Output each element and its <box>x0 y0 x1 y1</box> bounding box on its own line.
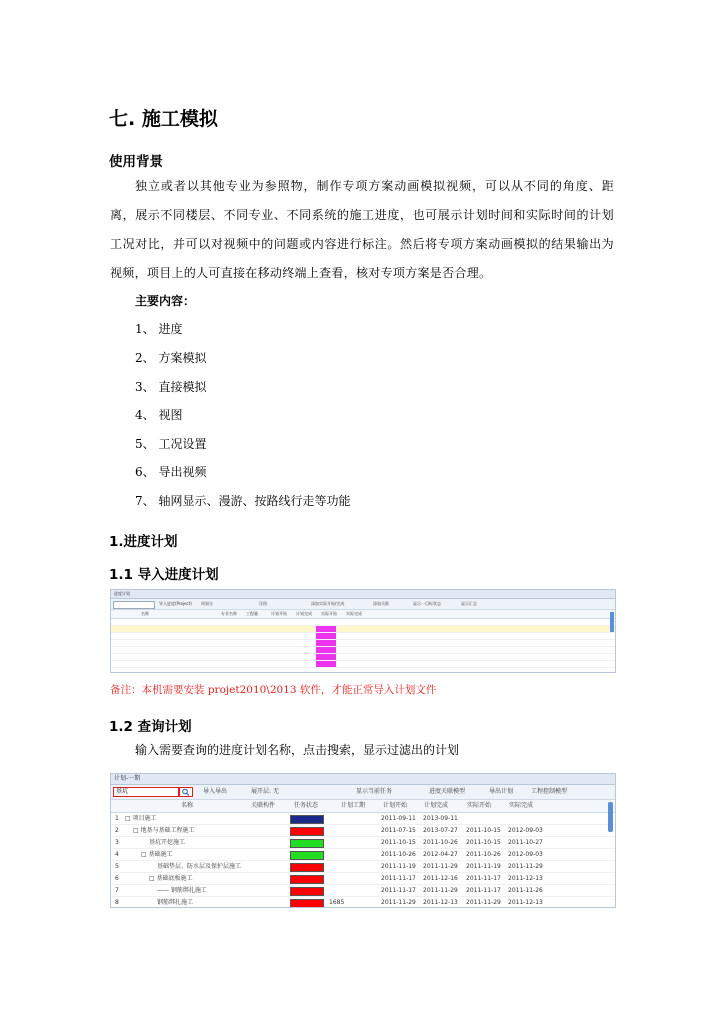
heading-progress-plan: 1.进度计划 <box>109 534 178 550</box>
col-status: 任务状态 <box>294 802 319 809</box>
table-row[interactable] <box>111 626 615 633</box>
plan-end: 2011-11-29 <box>423 887 458 894</box>
row-number: 4 <box>115 851 119 858</box>
add-actual-button[interactable]: 添加实际开始/完成 <box>311 601 345 606</box>
actual-end: 2012-09-03 <box>508 827 543 834</box>
table-body <box>111 813 615 908</box>
task-name: □ 项目施工 <box>125 815 157 822</box>
table-header <box>111 610 615 619</box>
show-current-task-button[interactable]: 显示当前任务 <box>356 788 393 795</box>
content-item: 2、 方案模拟 <box>135 351 207 365</box>
table-row[interactable] <box>111 813 615 825</box>
col-duration: 计划工期 <box>341 802 366 809</box>
plan-end: 2011-12-16 <box>423 875 458 882</box>
show-target-checkbox[interactable]: 显示一目标状态 <box>413 601 441 606</box>
col-actual-start: 实际开始 <box>321 611 337 616</box>
plan-end: 2011-10-26 <box>423 839 458 846</box>
table-row[interactable] <box>111 661 615 668</box>
detail-button[interactable]: 详图 <box>259 601 267 606</box>
content-item: 1、 进度 <box>135 322 183 336</box>
magenta-cell <box>316 626 336 632</box>
actual-start: 2011-11-17 <box>466 875 501 882</box>
table-row[interactable] <box>111 640 615 647</box>
col-discipline: 专业名称 <box>221 611 237 616</box>
magenta-cell <box>316 654 336 660</box>
control-model-checkbox[interactable]: 工程控制模型 <box>531 788 568 795</box>
week-button[interactable]: 周划分 <box>201 601 213 606</box>
content-item: 5、 工况设置 <box>135 437 207 451</box>
search-button[interactable] <box>179 787 193 797</box>
table-row[interactable] <box>111 825 615 837</box>
col-linked: 关联构件 <box>251 802 276 809</box>
col-plan-start: 计划开始 <box>271 611 287 616</box>
actual-start: 2011-10-15 <box>466 839 501 846</box>
import-plan-screenshot <box>110 589 616 673</box>
plan-end: 2013-09-11 <box>423 815 458 822</box>
status-bar <box>290 839 324 848</box>
task-name: □ 地基与基础工程施工 <box>133 827 195 834</box>
actual-start: 2011-11-19 <box>466 863 501 870</box>
section-title: 使用背景 <box>109 154 163 170</box>
plan-end: 2011-12-13 <box>423 899 458 906</box>
task-name: □ 基础施工 <box>141 851 173 858</box>
table-row[interactable] <box>111 849 615 861</box>
actual-end: 2011-11-26 <box>508 887 543 894</box>
status-bar <box>290 827 324 836</box>
col-plan-end: 计划完成 <box>296 611 312 616</box>
export-plan-button[interactable]: 导出计划 <box>489 788 514 795</box>
query-plan-screenshot <box>110 773 616 908</box>
plan-end: 2013-07-27 <box>423 827 458 834</box>
row-number: 6 <box>115 875 119 882</box>
row-number: 2 <box>115 827 119 834</box>
show-summary-checkbox[interactable]: 显示汇总 <box>461 601 477 606</box>
task-name: 基坑开挖施工 <box>149 839 186 846</box>
magenta-cell <box>316 640 336 646</box>
content-item: 7、 轴网显示、漫游、按路线行走等功能 <box>135 494 351 508</box>
content-item: 3、 直接模拟 <box>135 380 207 394</box>
table-row[interactable] <box>111 873 615 885</box>
row-number: 5 <box>115 863 119 870</box>
actual-start: 2011-11-29 <box>466 899 501 906</box>
col-plan-end: 计划完成 <box>424 802 449 809</box>
intro-paragraph: 独立或者以其他专业为参照物，制作专项方案动画模拟视频，可以从不同的角度、距离，展示不同楼层、不同专业、不同系统的施工进度，也可展示计划时间和实际时间的计划工况对比，并可以对视频中的问题或内容进行标注。然后将专项方案动画模拟的结果输出为视频，项目上的人可直接在移动终端上查看，核对专项方案是否合理。 <box>110 179 614 280</box>
scrollbar[interactable] <box>610 612 614 632</box>
window-title: 进度计划 <box>111 590 615 599</box>
table-row[interactable] <box>111 654 615 661</box>
table-row[interactable] <box>111 668 615 673</box>
plan-end: 2011-11-29 <box>423 863 458 870</box>
search-icon <box>180 788 192 796</box>
query-paragraph: 输入需要查询的进度计划名称，点击搜索，显示过滤出的计划 <box>135 743 460 757</box>
plan-start: 2011-10-15 <box>381 839 416 846</box>
col-name: 名称 <box>141 611 149 616</box>
add-link-button[interactable]: 添加关联 <box>373 601 389 606</box>
col-actual-start: 实际开始 <box>467 802 492 809</box>
col-name: 名称 <box>181 802 194 809</box>
content-item: 6、 导出视频 <box>135 465 207 479</box>
task-name: □ 基础底板施工 <box>149 875 193 882</box>
table-row[interactable] <box>111 619 615 626</box>
actual-start: 2011-10-15 <box>466 827 501 834</box>
table-row[interactable] <box>111 633 615 640</box>
toolbar <box>111 599 615 610</box>
status-bar <box>290 863 324 872</box>
col-actual-end: 实际完成 <box>346 611 362 616</box>
plan-start: 2011-11-17 <box>381 875 416 882</box>
status-bar <box>290 875 324 884</box>
plan-start: 2011-09-11 <box>381 815 416 822</box>
link-model-button[interactable]: 进度关联模型 <box>429 788 466 795</box>
plan-end: 2012-04-27 <box>423 851 458 858</box>
import-note: 备注：本机需要安装 projet2010\2013 软件，才能正常导入计划文件 <box>110 684 437 696</box>
magenta-cell <box>316 633 336 639</box>
actual-end: 2011-12-13 <box>508 875 543 882</box>
status-bar <box>290 851 324 860</box>
page-heading: 七. 施工模拟 <box>109 108 218 130</box>
content-item: 4、 视图 <box>135 408 183 422</box>
search-input[interactable]: 基坑 <box>113 787 179 797</box>
plan-start: 2011-10-26 <box>381 851 416 858</box>
actual-start: 2011-11-17 <box>466 887 501 894</box>
plan-start: 2011-11-19 <box>381 863 416 870</box>
plan-start: 2011-11-17 <box>381 887 416 894</box>
status-bar <box>290 899 324 908</box>
heading-query-plan: 1.2 查询计划 <box>109 719 192 735</box>
expand-level-select[interactable]: 展开层: 无 <box>251 788 279 795</box>
actual-end: 2011-12-13 <box>508 899 543 906</box>
magenta-cell <box>316 647 336 653</box>
scrollbar[interactable] <box>608 802 613 832</box>
actual-end: 2012-09-03 <box>508 851 543 858</box>
actual-end: 2011-11-29 <box>508 863 543 870</box>
actual-end: 2011-10-27 <box>508 839 543 846</box>
actual-start: 2011-10-26 <box>466 851 501 858</box>
toolbar <box>111 785 615 800</box>
row-number: 8 <box>115 899 119 906</box>
table-row[interactable] <box>111 837 615 849</box>
magenta-cell <box>316 661 336 667</box>
plan-start: 2011-07-15 <box>381 827 416 834</box>
main-content-label: 主要内容： <box>135 294 196 308</box>
col-quantity: 工程量 <box>246 611 258 616</box>
row-number: 3 <box>115 839 119 846</box>
filter-dropdown[interactable] <box>113 601 155 609</box>
import-export-button[interactable]: 导入导出 <box>203 788 228 795</box>
window-title: 计划-一期 <box>111 774 615 785</box>
task-duration: 1685 <box>329 899 345 906</box>
heading-import-plan: 1.1 导入进度计划 <box>109 567 219 583</box>
status-bar <box>290 887 324 896</box>
row-number: 1 <box>115 815 119 822</box>
plan-start: 2011-11-29 <box>381 899 416 906</box>
import-button[interactable]: 导入进度(Project) <box>159 601 192 606</box>
table-row[interactable] <box>111 897 615 908</box>
col-plan-start: 计划开始 <box>383 802 408 809</box>
table-row[interactable] <box>111 647 615 654</box>
row-number: 7 <box>115 887 119 894</box>
table-header <box>111 800 615 813</box>
col-actual-end: 实际完成 <box>509 802 534 809</box>
table-row[interactable] <box>111 885 615 897</box>
task-name: 钢筋绑扎施工 <box>157 899 194 906</box>
status-bar <box>290 815 324 824</box>
task-name: —— 钢筋绑扎施工 <box>157 887 207 894</box>
table-row[interactable] <box>111 861 615 873</box>
task-name: 基础垫层、防水层及保护层施工 <box>157 863 242 870</box>
